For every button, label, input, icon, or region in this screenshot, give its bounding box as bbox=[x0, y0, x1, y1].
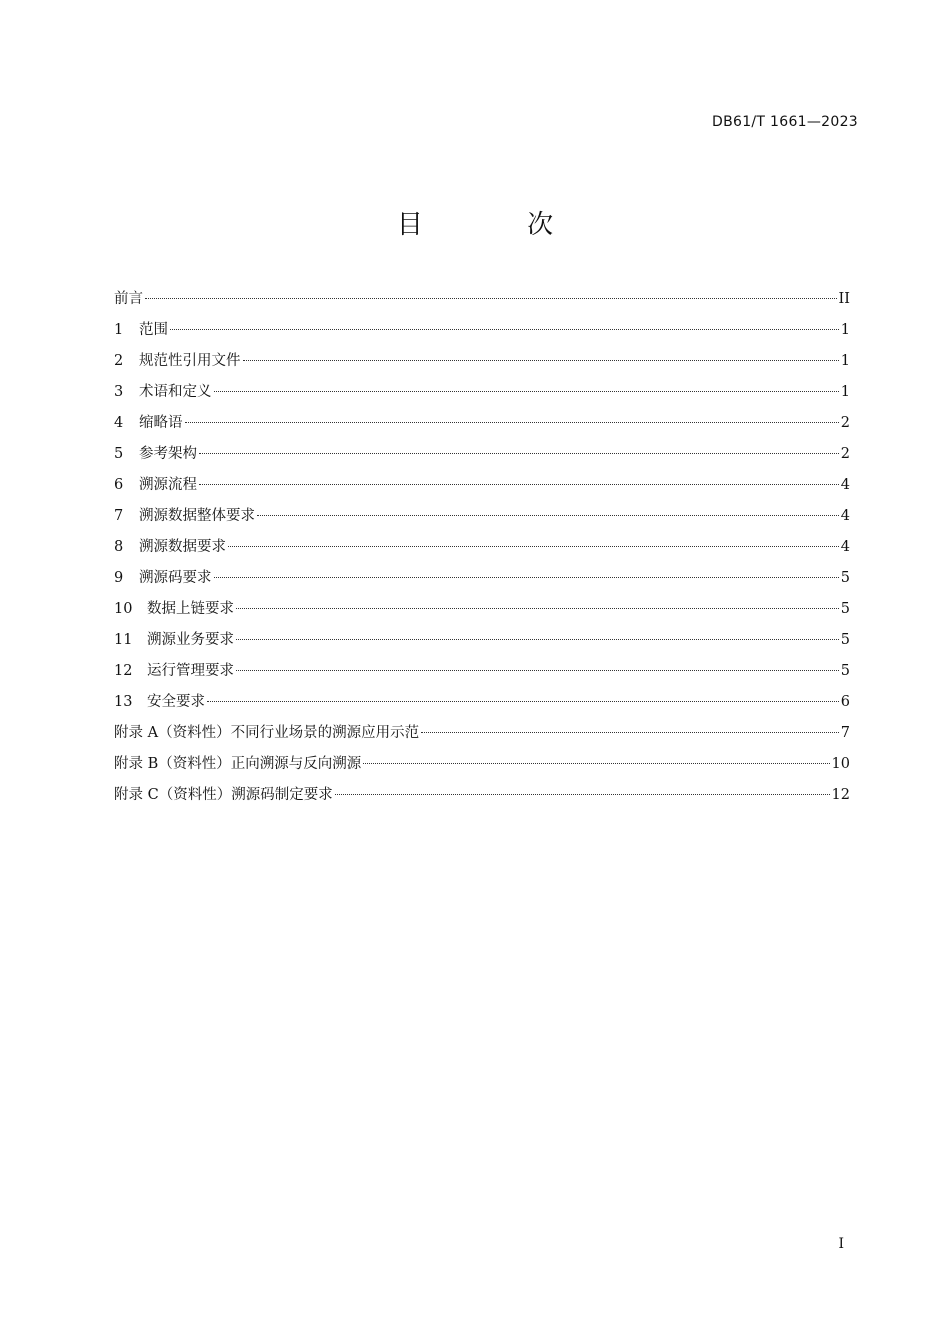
toc-dot-leader bbox=[363, 763, 829, 764]
toc-entry-number: 4 bbox=[114, 415, 124, 431]
toc-entry-page: 4 bbox=[840, 477, 850, 493]
toc-entry-number: 13 bbox=[114, 694, 133, 710]
toc-entry-label: 安全要求 bbox=[147, 694, 205, 710]
toc-entry-label: 术语和定义 bbox=[139, 384, 212, 400]
toc-entry-page: 5 bbox=[840, 663, 850, 679]
toc-entry-page: 1 bbox=[840, 322, 850, 338]
toc-entry-number: 10 bbox=[114, 601, 133, 617]
toc-entry-label: 附录 A（资料性）不同行业场景的溯源应用示范 bbox=[114, 725, 420, 741]
toc-entry-number: 9 bbox=[114, 570, 124, 586]
toc-entry-page: 6 bbox=[840, 694, 850, 710]
toc-entry[interactable] bbox=[114, 594, 850, 625]
toc-entry-label: 前言 bbox=[114, 291, 143, 307]
page-number: I bbox=[838, 1236, 844, 1252]
table-of-contents bbox=[114, 284, 850, 811]
toc-entry-number: 8 bbox=[114, 539, 124, 555]
toc-entry-number: 1 bbox=[114, 322, 124, 338]
toc-dot-leader bbox=[228, 546, 839, 547]
toc-entry-number: 2 bbox=[114, 353, 124, 369]
toc-entry[interactable] bbox=[114, 501, 850, 532]
toc-dot-leader bbox=[257, 515, 839, 516]
toc-entry-page: 7 bbox=[840, 725, 850, 741]
toc-entry-number: 12 bbox=[114, 663, 133, 679]
toc-entry-number: 11 bbox=[114, 632, 133, 648]
toc-dot-leader bbox=[421, 732, 839, 733]
toc-entry-page: 5 bbox=[840, 601, 850, 617]
toc-entry-label: 溯源业务要求 bbox=[147, 632, 234, 648]
toc-dot-leader bbox=[214, 391, 839, 392]
toc-entry[interactable] bbox=[114, 718, 850, 749]
toc-entry-page: 5 bbox=[840, 570, 850, 586]
toc-entry[interactable] bbox=[114, 532, 850, 563]
toc-entry-number: 6 bbox=[114, 477, 124, 493]
toc-entry-number: 7 bbox=[114, 508, 124, 524]
toc-entry-label: 溯源数据要求 bbox=[139, 539, 226, 555]
toc-entry[interactable] bbox=[114, 315, 850, 346]
toc-entry[interactable] bbox=[114, 563, 850, 594]
toc-dot-leader bbox=[214, 577, 839, 578]
toc-entry-page: 5 bbox=[840, 632, 850, 648]
document-code: DB61/T 1661—2023 bbox=[712, 114, 858, 130]
toc-dot-leader bbox=[207, 701, 839, 702]
toc-entry[interactable] bbox=[114, 439, 850, 470]
toc-dot-leader bbox=[185, 422, 839, 423]
toc-entry-label: 参考架构 bbox=[139, 446, 197, 462]
toc-entry-label: 缩略语 bbox=[139, 415, 183, 431]
toc-dot-leader bbox=[243, 360, 839, 361]
toc-dot-leader bbox=[199, 484, 839, 485]
toc-dot-leader bbox=[145, 298, 837, 299]
toc-entry-page: 12 bbox=[831, 787, 850, 803]
toc-entry[interactable] bbox=[114, 656, 850, 687]
toc-dot-leader bbox=[199, 453, 839, 454]
toc-entry-number: 5 bbox=[114, 446, 124, 462]
toc-dot-leader bbox=[236, 608, 839, 609]
toc-entry-label: 溯源流程 bbox=[139, 477, 197, 493]
toc-entry-label: 附录 B（资料性）正向溯源与反向溯源 bbox=[114, 756, 362, 772]
toc-entry[interactable] bbox=[114, 346, 850, 377]
toc-entry[interactable] bbox=[114, 408, 850, 439]
toc-entry-page: 4 bbox=[840, 539, 850, 555]
toc-entry-number: 3 bbox=[114, 384, 124, 400]
toc-entry-page: 2 bbox=[840, 415, 850, 431]
toc-entry-label: 数据上链要求 bbox=[147, 601, 234, 617]
toc-entry-page: 1 bbox=[840, 384, 850, 400]
toc-entry-label: 附录 C（资料性）溯源码制定要求 bbox=[114, 787, 333, 803]
toc-entry[interactable] bbox=[114, 470, 850, 501]
toc-entry[interactable] bbox=[114, 687, 850, 718]
toc-entry-label: 溯源数据整体要求 bbox=[139, 508, 255, 524]
toc-dot-leader bbox=[170, 329, 839, 330]
toc-entry[interactable] bbox=[114, 625, 850, 656]
toc-title: 目 次 bbox=[396, 210, 602, 240]
toc-entry-page: II bbox=[838, 291, 850, 307]
toc-entry-label: 范围 bbox=[139, 322, 168, 338]
toc-dot-leader bbox=[236, 639, 839, 640]
toc-entry-label: 运行管理要求 bbox=[147, 663, 234, 679]
toc-entry-page: 1 bbox=[840, 353, 850, 369]
toc-entry-label: 规范性引用文件 bbox=[139, 353, 241, 369]
toc-entry-page: 4 bbox=[840, 508, 850, 524]
toc-entry-page: 2 bbox=[840, 446, 850, 462]
toc-entry[interactable] bbox=[114, 749, 850, 780]
toc-entry-page: 10 bbox=[831, 756, 850, 772]
toc-entry[interactable] bbox=[114, 377, 850, 408]
toc-entry[interactable] bbox=[114, 780, 850, 811]
toc-entry-label: 溯源码要求 bbox=[139, 570, 212, 586]
toc-dot-leader bbox=[236, 670, 839, 671]
toc-dot-leader bbox=[335, 794, 830, 795]
toc-entry[interactable] bbox=[114, 284, 850, 315]
